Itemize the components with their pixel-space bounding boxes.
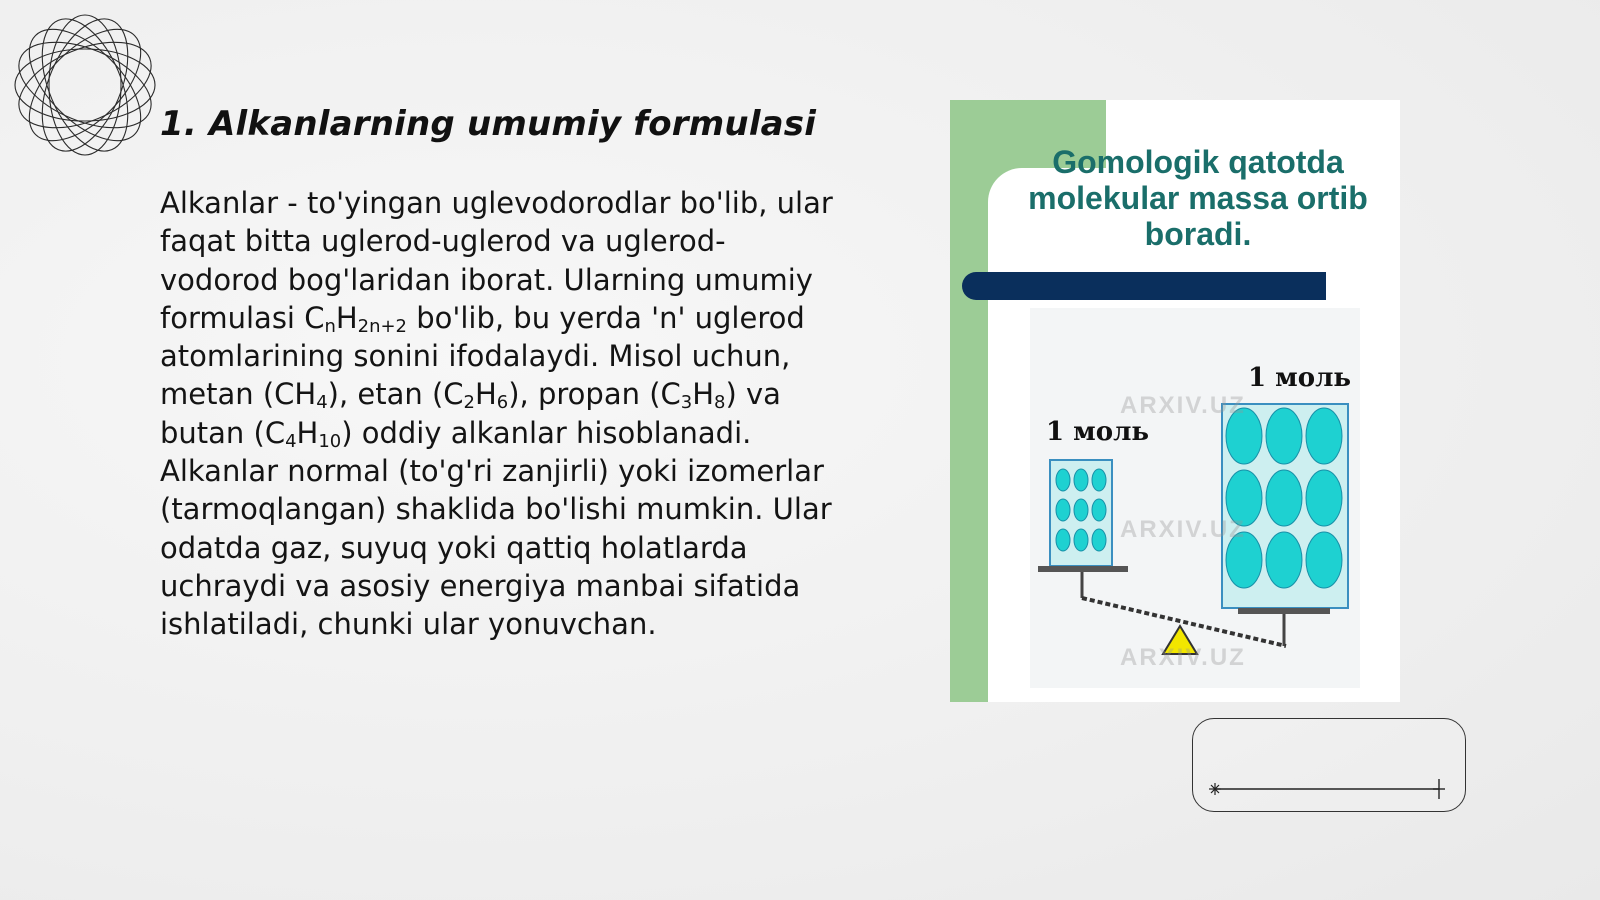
molecule [1056,529,1070,551]
watermark-2: ARXIV.UZ [1120,516,1246,543]
molecule [1266,470,1302,526]
small-molecules-group [1056,469,1106,551]
molecule [1092,499,1106,521]
scale-bar-box [1192,718,1466,812]
left-pan [1038,566,1128,572]
molecule [1092,529,1106,551]
formula-subscript: 3 [680,392,693,414]
left-mole-label: 1 моль [1046,417,1150,447]
watermark-3: ARXIV.UZ [1120,644,1246,671]
molecule [1056,499,1070,521]
right-pan [1238,608,1330,614]
molecule [1074,499,1088,521]
molecule [1092,469,1106,491]
molecule [1306,532,1342,588]
formula-subscript: 8 [714,392,726,414]
molecule [1306,408,1342,464]
body-text-run: ), etan (C [327,377,464,412]
formula-subscript: n [324,315,336,337]
body-text-run: H [692,377,715,412]
spirograph-decoration-icon [10,10,160,160]
formula-subscript: 6 [496,392,509,414]
molecule [1056,469,1070,491]
scale-bar [1193,719,1465,811]
formula-subscript: 4 [316,392,328,414]
molecule [1074,469,1088,491]
right-flask-label [1248,363,1351,393]
molecule [1306,470,1342,526]
body-text-run: bo'lib, bu yerda 'n' uglerod atomlarining sonini ifodalaydi. Misol uchun, metan (CH [160,300,805,412]
body-text-run: H [335,300,358,335]
right-mole-label: 1 моль [1248,363,1352,393]
body-text-run: ), propan (C [508,377,681,412]
formula-subscript: 2n+2 [357,315,407,337]
star-icon [1433,779,1445,799]
molecule [1266,408,1302,464]
body-text-run: H [474,377,497,412]
slide-body-text [160,184,840,644]
watermark-1: ARXIV.UZ [1120,392,1246,419]
slide-title: 1. Alkanlarning umumiy formulasi [160,104,817,144]
sparkle-icon [1209,783,1221,795]
figure-divider-bar [962,272,1326,300]
body-text-run: H [296,415,319,450]
alkane-mass-figure [950,100,1400,702]
figure-heading: Gomologik qatotda molekular massa ortib boradi. [1028,144,1368,252]
body-text-run: ) oddiy alkanlar hisoblanadi. Alkanlar normal (to'g'ri zanjirli) yoki izomerlar (tarmoqlangan) shaklida bo'lishi mumkin. Ular odatda gaz, suyuq yoki qattiq holatlarda uchraydi va asosiy energiya manbai sifatida ishlatiladi, chunki ular yonuvchan. [160,415,832,642]
large-molecules-group [1226,408,1342,588]
body-text-run: Alkanlar - to'yingan uglevodorodlar bo'lib, ular faqat bitta uglerod-uglerod va uglerod-vodorod bog'laridan iborat. Ularning umumiy formulasi C [160,186,833,335]
molecule [1266,532,1302,588]
balance-illustration [1030,308,1360,688]
formula-subscript: 10 [318,430,342,452]
molecule [1074,529,1088,551]
left-flask-label [1046,417,1149,447]
formula-subscript: 4 [285,430,297,452]
formula-subscript: 2 [463,392,475,414]
body-text-run: ) va butan (C [160,377,781,450]
